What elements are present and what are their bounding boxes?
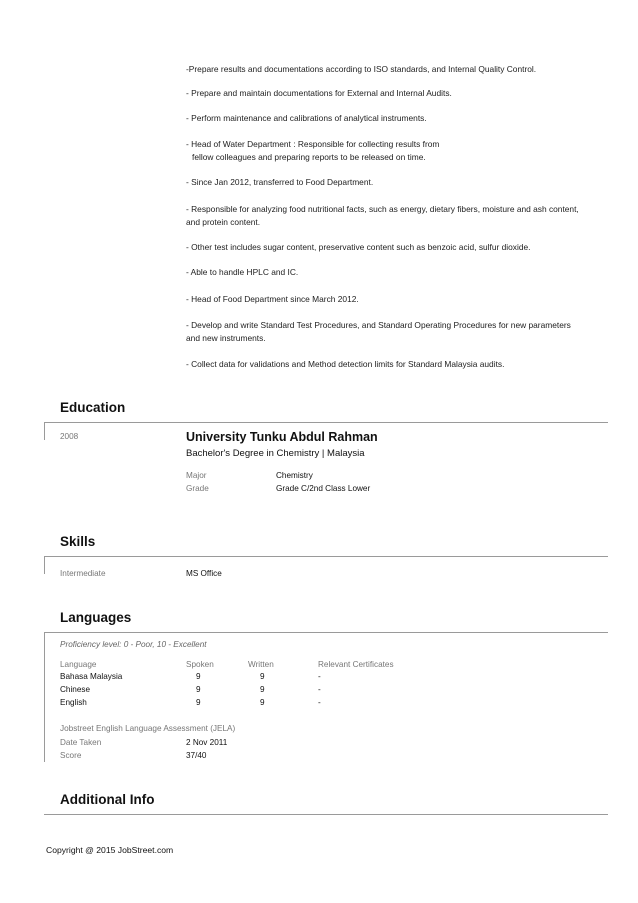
footer-copyright: Copyright @ 2015 JobStreet.com bbox=[46, 845, 174, 855]
language-written: 9 bbox=[260, 698, 265, 707]
jela-score-value: 37/40 bbox=[186, 751, 207, 760]
language-spoken: 9 bbox=[196, 685, 201, 694]
proficiency-note: Proficiency level: 0 - Poor, 10 - Excellent bbox=[60, 640, 207, 649]
section-divider bbox=[44, 632, 608, 633]
language-name: Chinese bbox=[60, 685, 91, 694]
section-divider bbox=[44, 556, 608, 557]
language-name: English bbox=[60, 698, 87, 707]
skill-level: Intermediate bbox=[60, 569, 106, 578]
jela-score-label: Score bbox=[60, 751, 82, 760]
experience-bullet-continued: fellow colleagues and preparing reports to be released on time. bbox=[192, 152, 426, 162]
additional-info-heading: Additional Info bbox=[60, 792, 155, 807]
experience-bullet: - Collect data for validations and Method detection limits for Standard Malaysia audits. bbox=[186, 359, 505, 369]
written-col-header: Written bbox=[248, 660, 274, 669]
language-col-header: Language bbox=[60, 660, 97, 669]
section-divider bbox=[44, 814, 608, 815]
experience-bullet: - Other test includes sugar content, preservative content such as benzoic acid, sulfur dioxide. bbox=[186, 242, 531, 252]
education-major-value: Chemistry bbox=[276, 471, 313, 480]
experience-bullet-continued: and protein content. bbox=[186, 217, 261, 227]
languages-heading: Languages bbox=[60, 610, 132, 625]
education-major-label: Major bbox=[186, 471, 207, 480]
language-cert: - bbox=[318, 672, 321, 681]
experience-bullet: - Since Jan 2012, transferred to Food Department. bbox=[186, 177, 374, 187]
experience-bullet: - Perform maintenance and calibrations of analytical instruments. bbox=[186, 113, 427, 123]
section-left-border bbox=[44, 632, 45, 762]
section-divider bbox=[44, 422, 608, 423]
section-left-border bbox=[44, 556, 45, 574]
experience-bullet: - Develop and write Standard Test Procedures, and Standard Operating Procedures for new parameters bbox=[186, 320, 571, 330]
experience-bullet: - Head of Water Department : Responsible for collecting results from bbox=[186, 139, 440, 149]
experience-bullet: - Able to handle HPLC and IC. bbox=[186, 267, 299, 277]
jela-title: Jobstreet English Language Assessment (JELA) bbox=[60, 724, 236, 733]
language-cert: - bbox=[318, 685, 321, 694]
education-year: 2008 bbox=[60, 432, 79, 441]
education-grade-value: Grade C/2nd Class Lower bbox=[276, 484, 371, 493]
language-name: Bahasa Malaysia bbox=[60, 672, 123, 681]
skills-heading: Skills bbox=[60, 534, 96, 549]
language-written: 9 bbox=[260, 685, 265, 694]
education-institution: University Tunku Abdul Rahman bbox=[186, 430, 378, 444]
jela-date-value: 2 Nov 2011 bbox=[186, 738, 228, 747]
section-left-border bbox=[44, 422, 45, 440]
skill-name: MS Office bbox=[186, 569, 222, 578]
education-degree: Bachelor's Degree in Chemistry | Malaysia bbox=[186, 448, 365, 459]
experience-bullet: -Prepare results and documentations according to ISO standards, and Internal Quality Control. bbox=[186, 64, 537, 74]
certificates-col-header: Relevant Certificates bbox=[318, 660, 394, 669]
spoken-col-header: Spoken bbox=[186, 660, 214, 669]
experience-bullet: - Head of Food Department since March 2012. bbox=[186, 294, 359, 304]
education-grade-label: Grade bbox=[186, 484, 209, 493]
language-cert: - bbox=[318, 698, 321, 707]
education-heading: Education bbox=[60, 400, 126, 415]
language-spoken: 9 bbox=[196, 698, 201, 707]
jela-date-label: Date Taken bbox=[60, 738, 102, 747]
experience-bullet: - Responsible for analyzing food nutritional facts, such as energy, dietary fibers, moisture and ash content, bbox=[186, 204, 579, 214]
experience-bullet: - Prepare and maintain documentations for External and Internal Audits. bbox=[186, 88, 452, 98]
experience-bullet-continued: and new instruments. bbox=[186, 333, 266, 343]
language-written: 9 bbox=[260, 672, 265, 681]
language-spoken: 9 bbox=[196, 672, 201, 681]
